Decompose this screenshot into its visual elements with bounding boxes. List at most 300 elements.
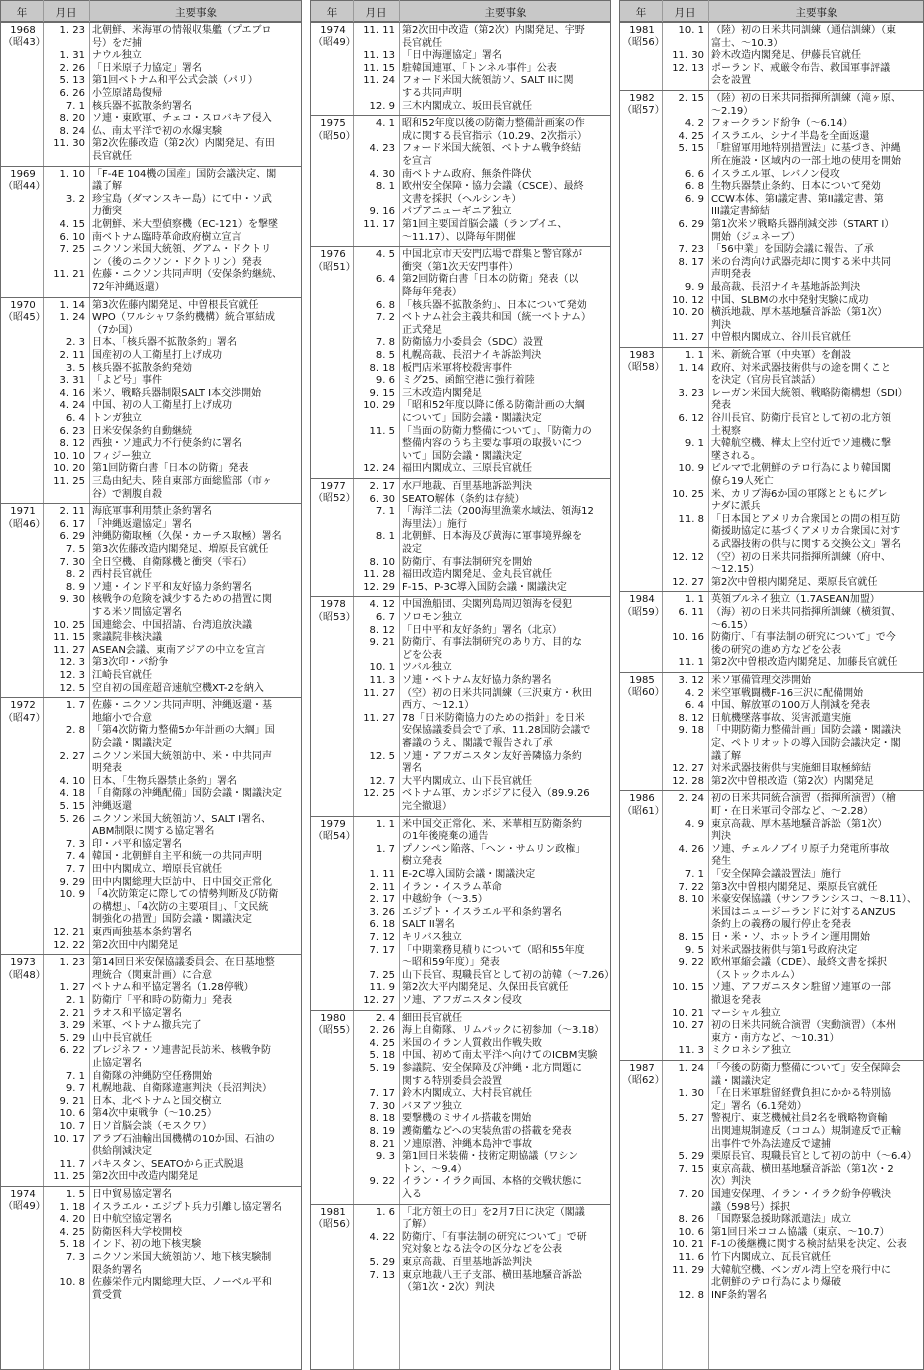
event-text: 「沖縄返還協定」署名	[92, 518, 192, 530]
event-date: 11. 8	[678, 513, 704, 525]
event-text: 初の日米共同統合演習（実動演習）（本州 東方・南方など、～10.31）	[711, 1020, 896, 1044]
event-date: 7. 5	[65, 543, 85, 555]
event-text: 仏、南太平洋で初の水爆実験	[92, 125, 222, 137]
event-text: 中国北京市天安門広場で群集と警官隊が 衝突（第1次天安門事件）	[402, 249, 582, 273]
year-block	[620, 790, 924, 1060]
event-date: 8. 26	[678, 1214, 704, 1226]
event-text: 中越紛争（～3.5）	[402, 894, 488, 906]
header-year: 年	[326, 7, 338, 19]
event-text: アラブ石油輸出国機構の10か国、石油の 供給削減決定	[92, 1133, 275, 1158]
event-text: 第2次田中改造（第2次）内閣発足、宇野 長官就任	[402, 25, 585, 49]
event-date: 2. 8	[65, 725, 85, 737]
event-text: （陸）初の日米共同指揮所訓練（滝ヶ原、 ～2.19）	[711, 93, 901, 117]
event-date: 9. 3	[375, 1151, 395, 1163]
event-text: 第3次印・パ紛争	[92, 657, 169, 669]
event-date: 6. 8	[375, 299, 395, 311]
event-date: 10. 7	[59, 1120, 85, 1132]
event-text: ソロモン独立	[402, 611, 462, 623]
event-date: 6. 17	[59, 518, 85, 530]
event-date: 9. 22	[678, 957, 704, 969]
event-date: 11. 15	[363, 62, 395, 74]
event-date: 4. 2	[684, 118, 704, 130]
event-text: 中国、解放軍の100万人削減を発表	[711, 700, 871, 712]
event-date: 6. 12	[678, 413, 704, 424]
event-date: 12. 8	[678, 1289, 704, 1301]
event-date: 3. 31	[59, 375, 85, 387]
event-date: 9. 21	[59, 1095, 85, 1107]
event-date: 7. 20	[678, 1189, 704, 1200]
event-text: イスラエル・エジプト兵力引離し協定署名	[92, 1201, 282, 1213]
event-date: 10. 20	[53, 463, 85, 475]
event-date: 9. 30	[59, 594, 85, 606]
event-text: ソ連・インド平和友好協力条約署名	[92, 581, 252, 593]
event-date: 6. 6	[684, 168, 704, 180]
event-date: 7. 1	[65, 1070, 85, 1082]
header-monthday: 月日	[674, 7, 696, 19]
year-block	[311, 1204, 611, 1297]
event-date: 8. 15	[678, 931, 704, 943]
event-date: 1. 1	[684, 350, 704, 361]
event-date: 9. 16	[369, 206, 395, 218]
event-text: 「中期防衛力整備計画」国防会議・閣議決 定、ペトリオットの導入国防会議決定・閣 議了解	[711, 725, 901, 762]
event-date: 12. 3	[59, 657, 85, 669]
event-date: 9. 29	[59, 876, 85, 888]
event-text: 第4次中東戦争（～10.25）	[92, 1108, 217, 1120]
event-text: 生物兵器禁止条約、日本について発効	[711, 181, 881, 193]
event-text: 海上自衛隊、リムパックに初参加（～3.18）	[402, 1025, 605, 1037]
event-date: 12. 24	[363, 463, 395, 475]
year-label: 1977 （昭52）	[313, 481, 356, 505]
event-date: 7. 23	[678, 244, 704, 256]
event-text: 防衛庁、「有事法制の研究について」で今 後の研究の進め方などを公表	[711, 632, 896, 656]
event-text: ソ連・東欧軍、チェコ・スロバキア侵入	[92, 113, 272, 125]
event-date: 11. 28	[363, 569, 395, 581]
event-text: CCW本体、第I議定書、第II議定書、第 III議定書締結	[711, 193, 884, 218]
event-date: 1. 14	[59, 299, 85, 311]
event-text: 田中内閣成立、増原長官就任	[92, 863, 222, 875]
event-date: 7. 2	[375, 312, 395, 324]
event-text: 「日米原子力協定」署名	[92, 62, 202, 74]
event-date: 7. 17	[369, 1088, 395, 1100]
event-text: 「日中海運協定」署名	[402, 50, 502, 62]
event-date: 1. 27	[59, 982, 85, 994]
event-text: 第14回日米安保協議委員会、在日基地整 理統合（関東計画）に合意	[92, 957, 275, 981]
event-text: 昭和52年度以後の防衛力整備計画案の作 成に関する長官指示（10.29、2次指示）	[402, 118, 587, 142]
event-text: 「4次防策定に際しての情勢判断及び防衛 の構想」、「4次防の主要項目」、「文民統 制強化の措置」国防会議・閣議決定	[92, 889, 279, 926]
event-text: ブレジネフ・ソ連書記長訪米、核戦争防 止協定署名	[92, 1045, 272, 1069]
event-date: 12. 25	[363, 788, 395, 800]
year-label: 1969 （昭44）	[3, 168, 46, 192]
header-events: 主要事象	[484, 7, 527, 19]
event-text: パキスタン、SEATOから正式脱退	[92, 1158, 244, 1170]
event-date: 12. 12	[672, 551, 704, 563]
event-text: 防衛協力小委員会（SDC）設置	[402, 337, 544, 349]
header-monthday: 月日	[365, 7, 387, 19]
year-label: 1978 （昭53）	[313, 599, 356, 623]
event-date: 6. 4	[375, 274, 395, 286]
event-date: 4. 20	[59, 1214, 85, 1226]
event-date: 10. 6	[678, 1226, 704, 1238]
event-text: ソ連原潜、沖縄本島沖で事故	[402, 1138, 532, 1150]
event-text: 北朝鮮、米大型偵察機（EC-121）を撃墜	[92, 218, 278, 230]
event-date: 11. 3	[369, 674, 395, 686]
table-column-2	[310, 0, 615, 1370]
event-date: 2. 17	[369, 481, 395, 492]
event-date: 5. 27	[678, 1113, 704, 1125]
event-text: 「日中平和友好条約」署名（北京）	[402, 624, 562, 636]
event-date: 6. 30	[369, 493, 395, 505]
event-date: 9. 22	[369, 1176, 395, 1188]
event-text: 栗原長官、現職長官として初の訪中（～6.4）	[711, 1151, 917, 1163]
header-year: 年	[16, 7, 28, 19]
event-text: 英領ブルネイ独立（1.7ASEAN加盟）	[711, 594, 880, 606]
event-date: 3. 23	[678, 387, 704, 399]
event-date: 12. 3	[59, 669, 85, 681]
event-date: 8. 5	[375, 349, 395, 361]
event-date: 11. 7	[59, 1158, 85, 1170]
event-date: 6. 22	[59, 1045, 85, 1057]
event-date: 7. 3	[65, 1252, 85, 1263]
event-date: 11. 1	[678, 657, 704, 669]
year-block	[311, 246, 611, 478]
event-date: 9. 1	[684, 438, 704, 450]
event-text: 中国、初の人工衛星打上げ成功	[92, 400, 232, 412]
event-text: フォークランド紛争（～6.14）	[711, 118, 853, 130]
event-text: エジプト・イスラエル平和条約署名	[402, 906, 562, 918]
event-date: 7. 1	[684, 868, 704, 880]
table-header	[1, 0, 302, 22]
event-text: 日ソ首脳会談（モスクワ）	[92, 1120, 212, 1132]
event-date: 2. 26	[369, 1025, 395, 1037]
event-text: 谷川長官、防衛庁長官として初の北方領 土視察	[711, 413, 891, 437]
event-text: 「F-4E 104機の国産」国防会議決定、閣 議了解	[92, 168, 277, 193]
event-text: 佐藤・ニクソン共同声明、沖縄返還・基 地縮小で合意	[92, 700, 272, 724]
event-date: 6. 18	[369, 919, 395, 931]
event-text: イスラエル軍、レバノン侵攻	[711, 168, 840, 180]
event-date: 6. 29	[678, 219, 704, 230]
year-block	[311, 1010, 611, 1204]
event-text: 板門店米軍将校殺害事件	[402, 362, 512, 374]
event-text: 第1次米ソ戦略兵器削減交渉（START I） 開始（ジュネーブ）	[711, 219, 895, 243]
event-text: 日航機墜落事故、災害派遣実施	[711, 712, 851, 724]
event-text: 警視庁、東芝機械社員2名を戦略物資輸 出関連規制違反（ココム）規制違反で正輸 出事件で外為法違反で逮捕	[711, 1113, 901, 1150]
event-text: 対米武器技術供与第1号政府決定	[711, 944, 858, 956]
event-date: 12. 21	[53, 926, 85, 938]
event-date: 8. 20	[59, 113, 85, 125]
event-text: 佐藤・ニクソン共同声明（安保条約継続、 72年沖縄返還）	[92, 269, 282, 293]
event-text: 福田内閣成立、三原長官就任	[402, 463, 532, 475]
event-date: 2. 27	[59, 750, 85, 762]
event-text: 北朝鮮、日本海及び黄海に軍事境界線を 設定	[402, 531, 582, 555]
event-text: 「よど号」事件	[92, 375, 162, 387]
event-date: 7. 25	[59, 244, 85, 256]
event-text: 田中内閣総理大臣訪中、日中国交正常化	[92, 876, 272, 888]
event-text: 日本、北ベトナムと国交樹立	[92, 1095, 222, 1107]
event-text: 第1回日米ココム協議（東京、～10.7）	[711, 1226, 890, 1238]
event-text: 三木内閣成立、坂田長官就任	[402, 100, 532, 112]
event-date: 8. 19	[369, 1125, 395, 1137]
event-text: ミグ25、函館空港に強行着陸	[402, 375, 535, 387]
event-text: 第3次佐藤改造内閣発足、増原長官就任	[92, 543, 269, 555]
year-block	[620, 90, 924, 347]
event-text: 「自衛隊の沖縄配備」国防会議・閣議決定	[92, 788, 282, 800]
event-date: 1. 18	[59, 1201, 85, 1213]
event-text: 「第4次防衛力整備5か年計画の大綱」国 防会議・閣議決定	[92, 725, 275, 749]
event-date: 7. 12	[369, 931, 395, 943]
event-text: 「海洋二法（200海里漁業水域法、領海12 海里法）」施行	[402, 506, 594, 530]
event-date: 2. 21	[59, 1007, 85, 1019]
event-date: 11. 9	[369, 982, 395, 994]
event-date: 4. 25	[678, 130, 704, 142]
event-date: 11. 11	[363, 25, 395, 36]
event-text: 「北方領土の日」を2月7日に決定（閣議 了解）	[402, 1206, 585, 1231]
event-text: 第2次中曽根改造（第2次）内閣発足	[711, 775, 874, 787]
event-text: 第2次田中内閣発足	[92, 939, 179, 951]
event-date: 10. 29	[363, 400, 395, 412]
event-text: ニクソン米国大統領、グアム・ドクトリ ン（後のニクソン・ドクトリン）発表	[92, 244, 272, 268]
event-text: SALT II署名	[402, 919, 455, 931]
event-text: 大韓航空機、ベンガル湾上空を飛行中に 北朝鮮のテロ行為により爆破	[711, 1264, 891, 1289]
event-date: 1. 11	[369, 868, 395, 880]
event-text: 米の台湾向け武器売却に関する米中共同 声明発表	[711, 256, 891, 281]
year-label: 1975 （昭50）	[313, 118, 356, 142]
event-date: 10. 21	[672, 1239, 704, 1251]
event-text: 第2次中曽根改造内閣発足、加藤長官就任	[711, 657, 898, 669]
event-text: ニクソン米国大統領訪中、米・中共同声 明発表	[92, 750, 272, 775]
event-date: 4. 15	[59, 218, 85, 230]
event-date: 1. 1	[375, 818, 395, 830]
event-text: 日本、「核兵器不拡散条約」署名	[92, 337, 237, 349]
event-text: 東京高裁、横田基地騒音訴訟（第1次・2 次）判決	[711, 1163, 894, 1188]
event-date: 6. 23	[59, 425, 85, 437]
event-text: 第1回主要国首脳会議（ランブイエ、 ～11.17）、以降毎年開催	[402, 218, 568, 243]
event-text: 「今後の防衛力整備について」安全保障会 議・閣議決定	[711, 1063, 901, 1087]
event-date: 3. 26	[369, 906, 395, 918]
event-date: 10. 21	[672, 1007, 704, 1019]
event-text: 中国漁船団、尖閣列島周辺領海を侵犯	[402, 599, 572, 611]
event-text: F-15、P-3C導入国防会議・閣議決定	[402, 581, 567, 593]
event-text: 政府、対米武器技術供与の途を開くこと を決定（官房長官談話）	[711, 362, 891, 387]
event-text: 「核兵器不拡散条約」、日本について発効	[402, 299, 587, 311]
event-date: 2. 1	[65, 994, 85, 1006]
event-text: ラオス和平協定署名	[92, 1007, 182, 1019]
event-date: 9. 7	[65, 1083, 85, 1095]
event-text: 対米武器技術供与実施細目取極締結	[711, 763, 871, 775]
event-text: 自衛隊の沖縄防空任務開始	[92, 1070, 212, 1082]
event-text: トンガ独立	[92, 412, 142, 424]
event-text: キリバス独立	[402, 931, 462, 943]
event-text: 「56中業」を国防会議に報告、了承	[711, 244, 874, 256]
event-date: 8. 18	[369, 362, 395, 374]
event-date: 2. 26	[59, 62, 85, 74]
event-text: 第1回日米装備・技術定期協議（ワシン トン、～9.4）	[402, 1151, 579, 1175]
event-date: 2. 24	[678, 793, 704, 805]
event-text: 東京高裁、厚木基地騒音訴訟（第1次） 判決	[711, 818, 888, 843]
year-label: 1973 （昭48）	[3, 957, 46, 981]
event-text: 「日本国とアメリカ合衆国との間の相互防 衛援助協定に基づくアメリカ合衆国に対す る武器技術の供与に関する交換公文」署名	[711, 513, 901, 550]
event-text: 第1回防衛白書「日本の防衛」発表	[92, 463, 249, 475]
event-text: 衆議院非核決議	[92, 632, 162, 644]
event-text: 米ソ軍備管理交渉開始	[711, 675, 811, 686]
event-date: 10. 12	[672, 294, 704, 306]
event-date: 11. 15	[53, 632, 85, 644]
event-text: マーシャル独立	[711, 1007, 781, 1019]
event-text: 札幌地裁、自衛隊違憲判決（長沼判決）	[92, 1083, 272, 1095]
event-text: 東西両独基本条約署名	[92, 926, 192, 938]
event-text: 福田改造内閣発足、金丸長官就任	[402, 569, 552, 581]
event-date: 1. 23	[59, 957, 85, 969]
year-label: 1974 （昭49）	[3, 1189, 46, 1213]
event-text: ベトナム和平協定署名（1.28停戦）	[92, 982, 254, 994]
event-date: 6. 4	[65, 412, 85, 424]
year-block	[1, 297, 302, 504]
event-date: 3. 2	[65, 193, 85, 205]
event-date: 1. 1	[684, 594, 704, 606]
event-text: 鈴木改造内閣発足、伊藤長官就任	[711, 50, 861, 62]
header-monthday: 月日	[55, 7, 77, 19]
event-text: 核兵器不拡散条約発効	[92, 362, 192, 374]
event-date: 11. 27	[672, 332, 704, 344]
event-date: 6. 26	[59, 88, 85, 99]
event-text: 第2次大平内閣発足、久保田長官就任	[402, 982, 569, 994]
event-date: 5. 29	[59, 1032, 85, 1044]
event-date: 1. 14	[678, 362, 704, 374]
event-text: （空）初の日米共同訓練（三沢東方・秋田 西方、～12.1）	[402, 687, 592, 712]
event-date: 4. 26	[678, 843, 704, 855]
event-date: 7. 3	[65, 838, 85, 850]
event-date: 1. 6	[375, 1206, 395, 1218]
event-text: ベトナム軍、カンボジアに侵入（89.9.26 完全撤退）	[402, 788, 590, 812]
event-text: 日本、「生物兵器禁止条約」署名	[92, 775, 237, 787]
event-date: 12. 22	[53, 939, 85, 951]
event-text: ASEAN会議、東南アジアの中立を宣言	[92, 644, 266, 656]
header-year: 年	[635, 7, 647, 19]
event-date: 10. 17	[53, 1133, 85, 1145]
event-text: 日中航空協定署名	[92, 1214, 172, 1226]
event-date: 8. 1	[375, 531, 395, 543]
event-text: 山下長官、現職長官として初の訪韓（～7.26）	[402, 969, 615, 981]
event-text: インド、初の地下核実験	[92, 1239, 202, 1251]
event-date: 12. 27	[363, 994, 395, 1006]
event-date: 11. 21	[53, 269, 85, 281]
event-date: 7. 30	[59, 556, 85, 568]
event-date: 6. 29	[59, 531, 85, 543]
event-text: ツバル独立	[402, 662, 452, 674]
event-date: 7. 4	[65, 851, 85, 863]
event-date: 12. 29	[363, 581, 395, 593]
event-date: 8. 1	[375, 181, 395, 193]
event-date: 8. 18	[369, 1113, 395, 1125]
event-date: 4. 25	[59, 1226, 85, 1238]
event-date: 4. 5	[375, 249, 395, 261]
year-label: 1971 （昭46）	[3, 506, 46, 530]
event-date: 9. 15	[369, 387, 395, 399]
event-text: 韓国・北朝鮮自主平和統一の共同声明	[92, 851, 262, 863]
event-date: 12. 13	[672, 62, 704, 74]
event-date: 7. 30	[369, 1100, 395, 1112]
event-date: 6. 8	[684, 181, 704, 193]
year-block	[1, 503, 302, 697]
event-date: 6. 7	[375, 611, 395, 623]
event-date: 8. 12	[678, 712, 704, 724]
year-label: 1976 （昭51）	[313, 249, 356, 273]
event-text: ソ連・ベトナム友好協力条約署名	[402, 674, 552, 686]
event-date: 1. 23	[59, 25, 85, 36]
event-text: 日中貿易協定署名	[92, 1189, 172, 1200]
event-date: 10. 10	[53, 450, 85, 462]
event-text: 「在日米軍駐留経費負担にかかる特別協 定」署名（6.1発効）	[711, 1088, 891, 1112]
event-text: ビルマで北朝鮮のテロ行為により韓国閣 僚ら19人死亡	[711, 463, 891, 487]
event-text: 第2次中曽根内閣発足、栗原長官就任	[711, 576, 878, 588]
event-date: 5. 29	[369, 1256, 395, 1268]
event-text: 「国際緊急援助隊派遣法」成立	[711, 1214, 851, 1226]
event-date: 11. 6	[678, 1252, 704, 1263]
event-text: 米、新統合軍（中央軍）を創設	[711, 350, 851, 361]
event-date: 11. 27	[363, 687, 395, 699]
event-text: 中国、初めて南太平洋へ向けてのICBM実験	[402, 1050, 598, 1062]
event-text: 細田長官就任	[402, 1012, 462, 1024]
event-date: 2. 11	[59, 349, 85, 361]
year-label: 1980 （昭55）	[313, 1012, 356, 1036]
event-text: 南ベトナム臨時革命政府樹立宣言	[92, 231, 242, 243]
event-date: 10. 15	[672, 982, 704, 994]
event-date: 7. 15	[678, 1163, 704, 1175]
event-text: 南ベトナム政府、無条件降伏	[402, 168, 532, 180]
event-text: 米ソ、戦略兵器制限SALT I本交渉開始	[92, 387, 262, 399]
table-header	[311, 0, 611, 22]
year-block	[620, 1060, 924, 1304]
year-block	[311, 478, 611, 596]
year-block	[1, 22, 302, 166]
event-date: 8. 10	[369, 556, 395, 568]
event-date: 8. 12	[369, 624, 395, 636]
event-text: 沖縄返還	[92, 800, 132, 812]
event-text: 西村長官就任	[92, 569, 152, 581]
event-date: 5. 13	[59, 75, 85, 87]
event-text: フィジー独立	[92, 450, 152, 462]
year-label: 1983 （昭58）	[622, 350, 665, 374]
event-text: 東京高裁、百里基地訴訟判決	[402, 1256, 532, 1268]
event-date: 9. 9	[684, 282, 704, 293]
year-block	[311, 596, 611, 815]
event-text: 要撃機のミサイル搭載を開始	[402, 1113, 532, 1125]
event-date: 4. 24	[59, 400, 85, 412]
event-text: バヌアツ独立	[402, 1100, 462, 1112]
event-date: 9. 18	[678, 725, 704, 737]
event-text: 日米安保条約自動継続	[92, 425, 192, 437]
event-date: 4. 25	[369, 1037, 395, 1049]
event-text: 竹下内閣成立、瓦長官就任	[711, 1252, 831, 1263]
event-date: 5. 19	[369, 1062, 395, 1074]
event-date: 8. 2	[65, 569, 85, 581]
event-text: 山中長官就任	[92, 1032, 152, 1044]
year-block	[620, 591, 924, 672]
event-date: 10. 1	[678, 25, 704, 36]
event-date: 2. 3	[65, 337, 85, 349]
event-text: イラン・イラク両国、本格的交戦状態に 入る	[402, 1176, 582, 1200]
event-date: 10. 16	[672, 632, 704, 644]
header-events: 主要事象	[795, 7, 838, 19]
event-text: レーガン米国大統領、戦略防衛構想（SDI） 発表	[711, 387, 908, 412]
event-date: 1. 31	[59, 50, 85, 62]
year-label: 1984 （昭59）	[622, 594, 665, 618]
event-text: ベトナム社会主義共和国（統一ベトナム） 正式発足	[402, 312, 591, 336]
event-date: 10. 9	[59, 889, 85, 901]
event-date: 11. 25	[53, 475, 85, 487]
event-text: ニクソン米国大統領訪ソ、地下核実験制 限条約署名	[92, 1252, 272, 1276]
event-date: 3. 5	[65, 362, 85, 374]
event-date: 4. 30	[369, 168, 395, 180]
